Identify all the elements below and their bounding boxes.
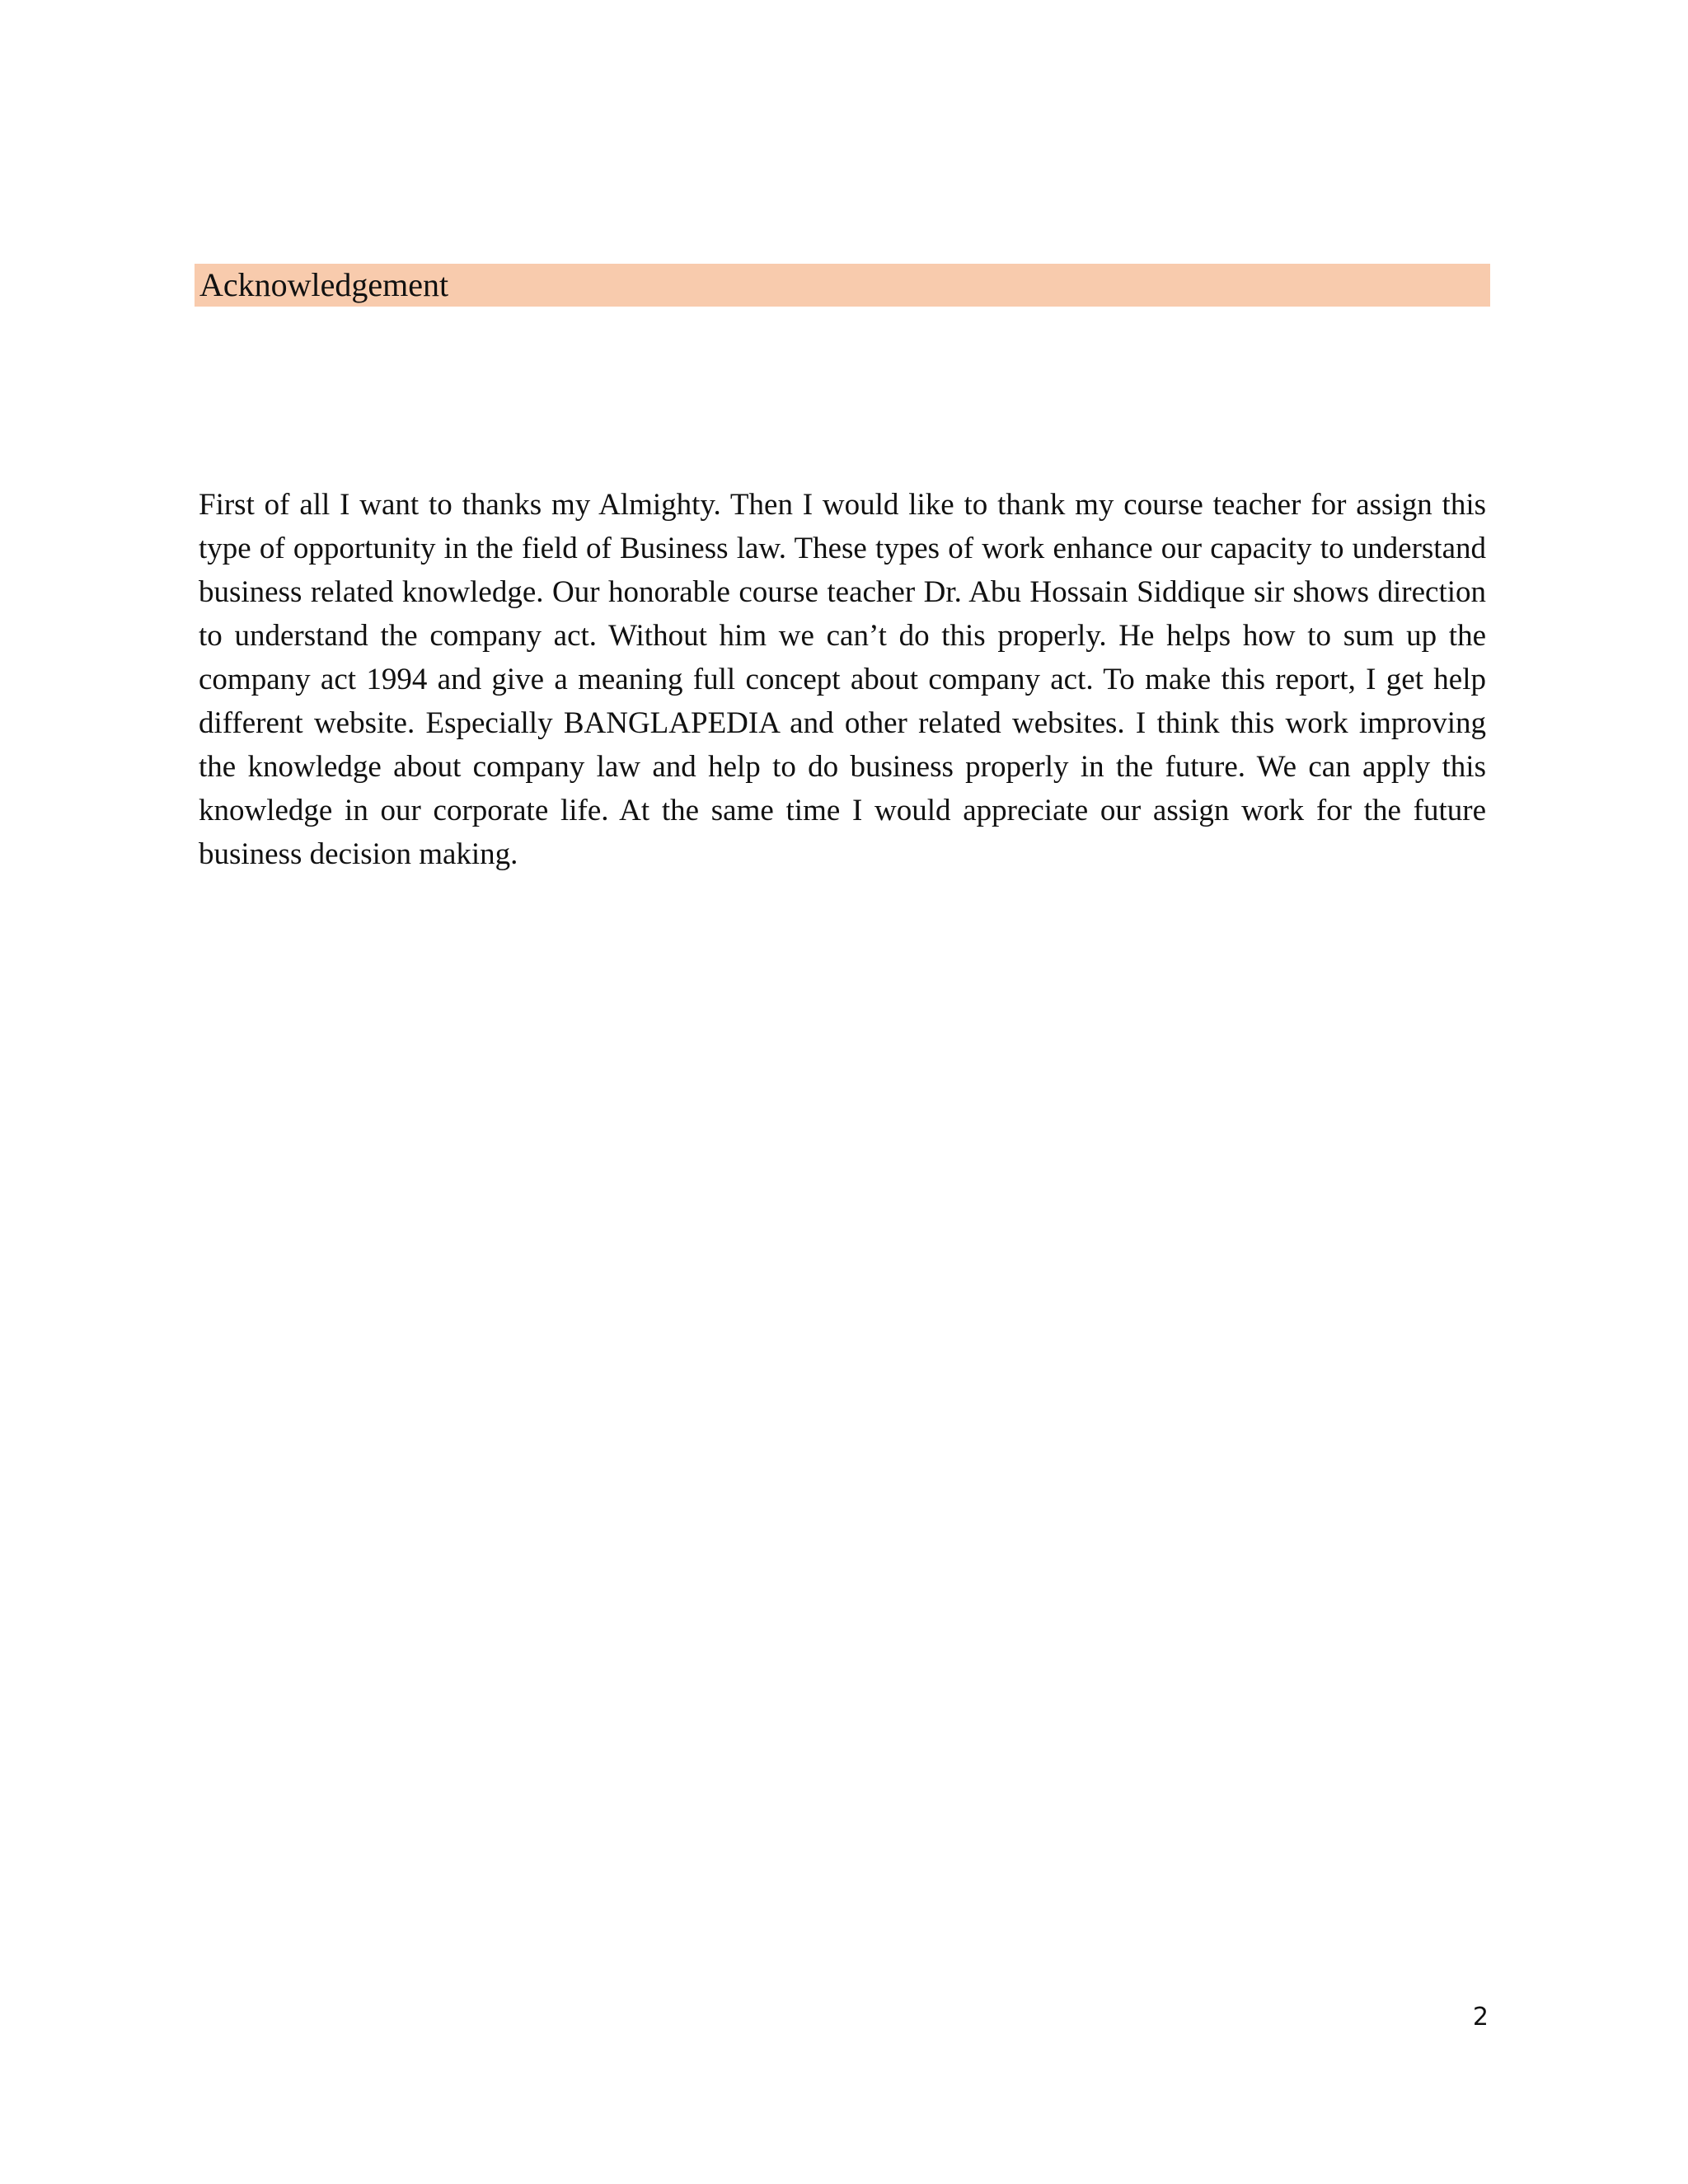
- acknowledgement-paragraph: First of all I want to thanks my Almighty. Then I would like to thank my course teacher for assign this type of opportunity in the field of Business law. These types of work enhance our capacity to understand business related knowledge. Our honorable course teacher Dr. Abu Hossain Siddique sir shows direction to understand the company act. Without him we can’t do this properly. He helps how to sum up the company act 1994 and give a meaning full concept about company act. To make this report, I get help different website. Especially BANGLAPEDIA and other related websites. I think this work improving the knowledge about company law and help to do business properly in the future. We can apply this knowledge in our corporate life. At the same time I would appreciate our assign work for the future business decision making.: [199, 488, 1486, 871]
- section-heading-highlight: [195, 264, 1490, 307]
- page-number: 2: [1472, 2003, 1489, 2032]
- section-heading: Acknowledgement: [199, 266, 449, 303]
